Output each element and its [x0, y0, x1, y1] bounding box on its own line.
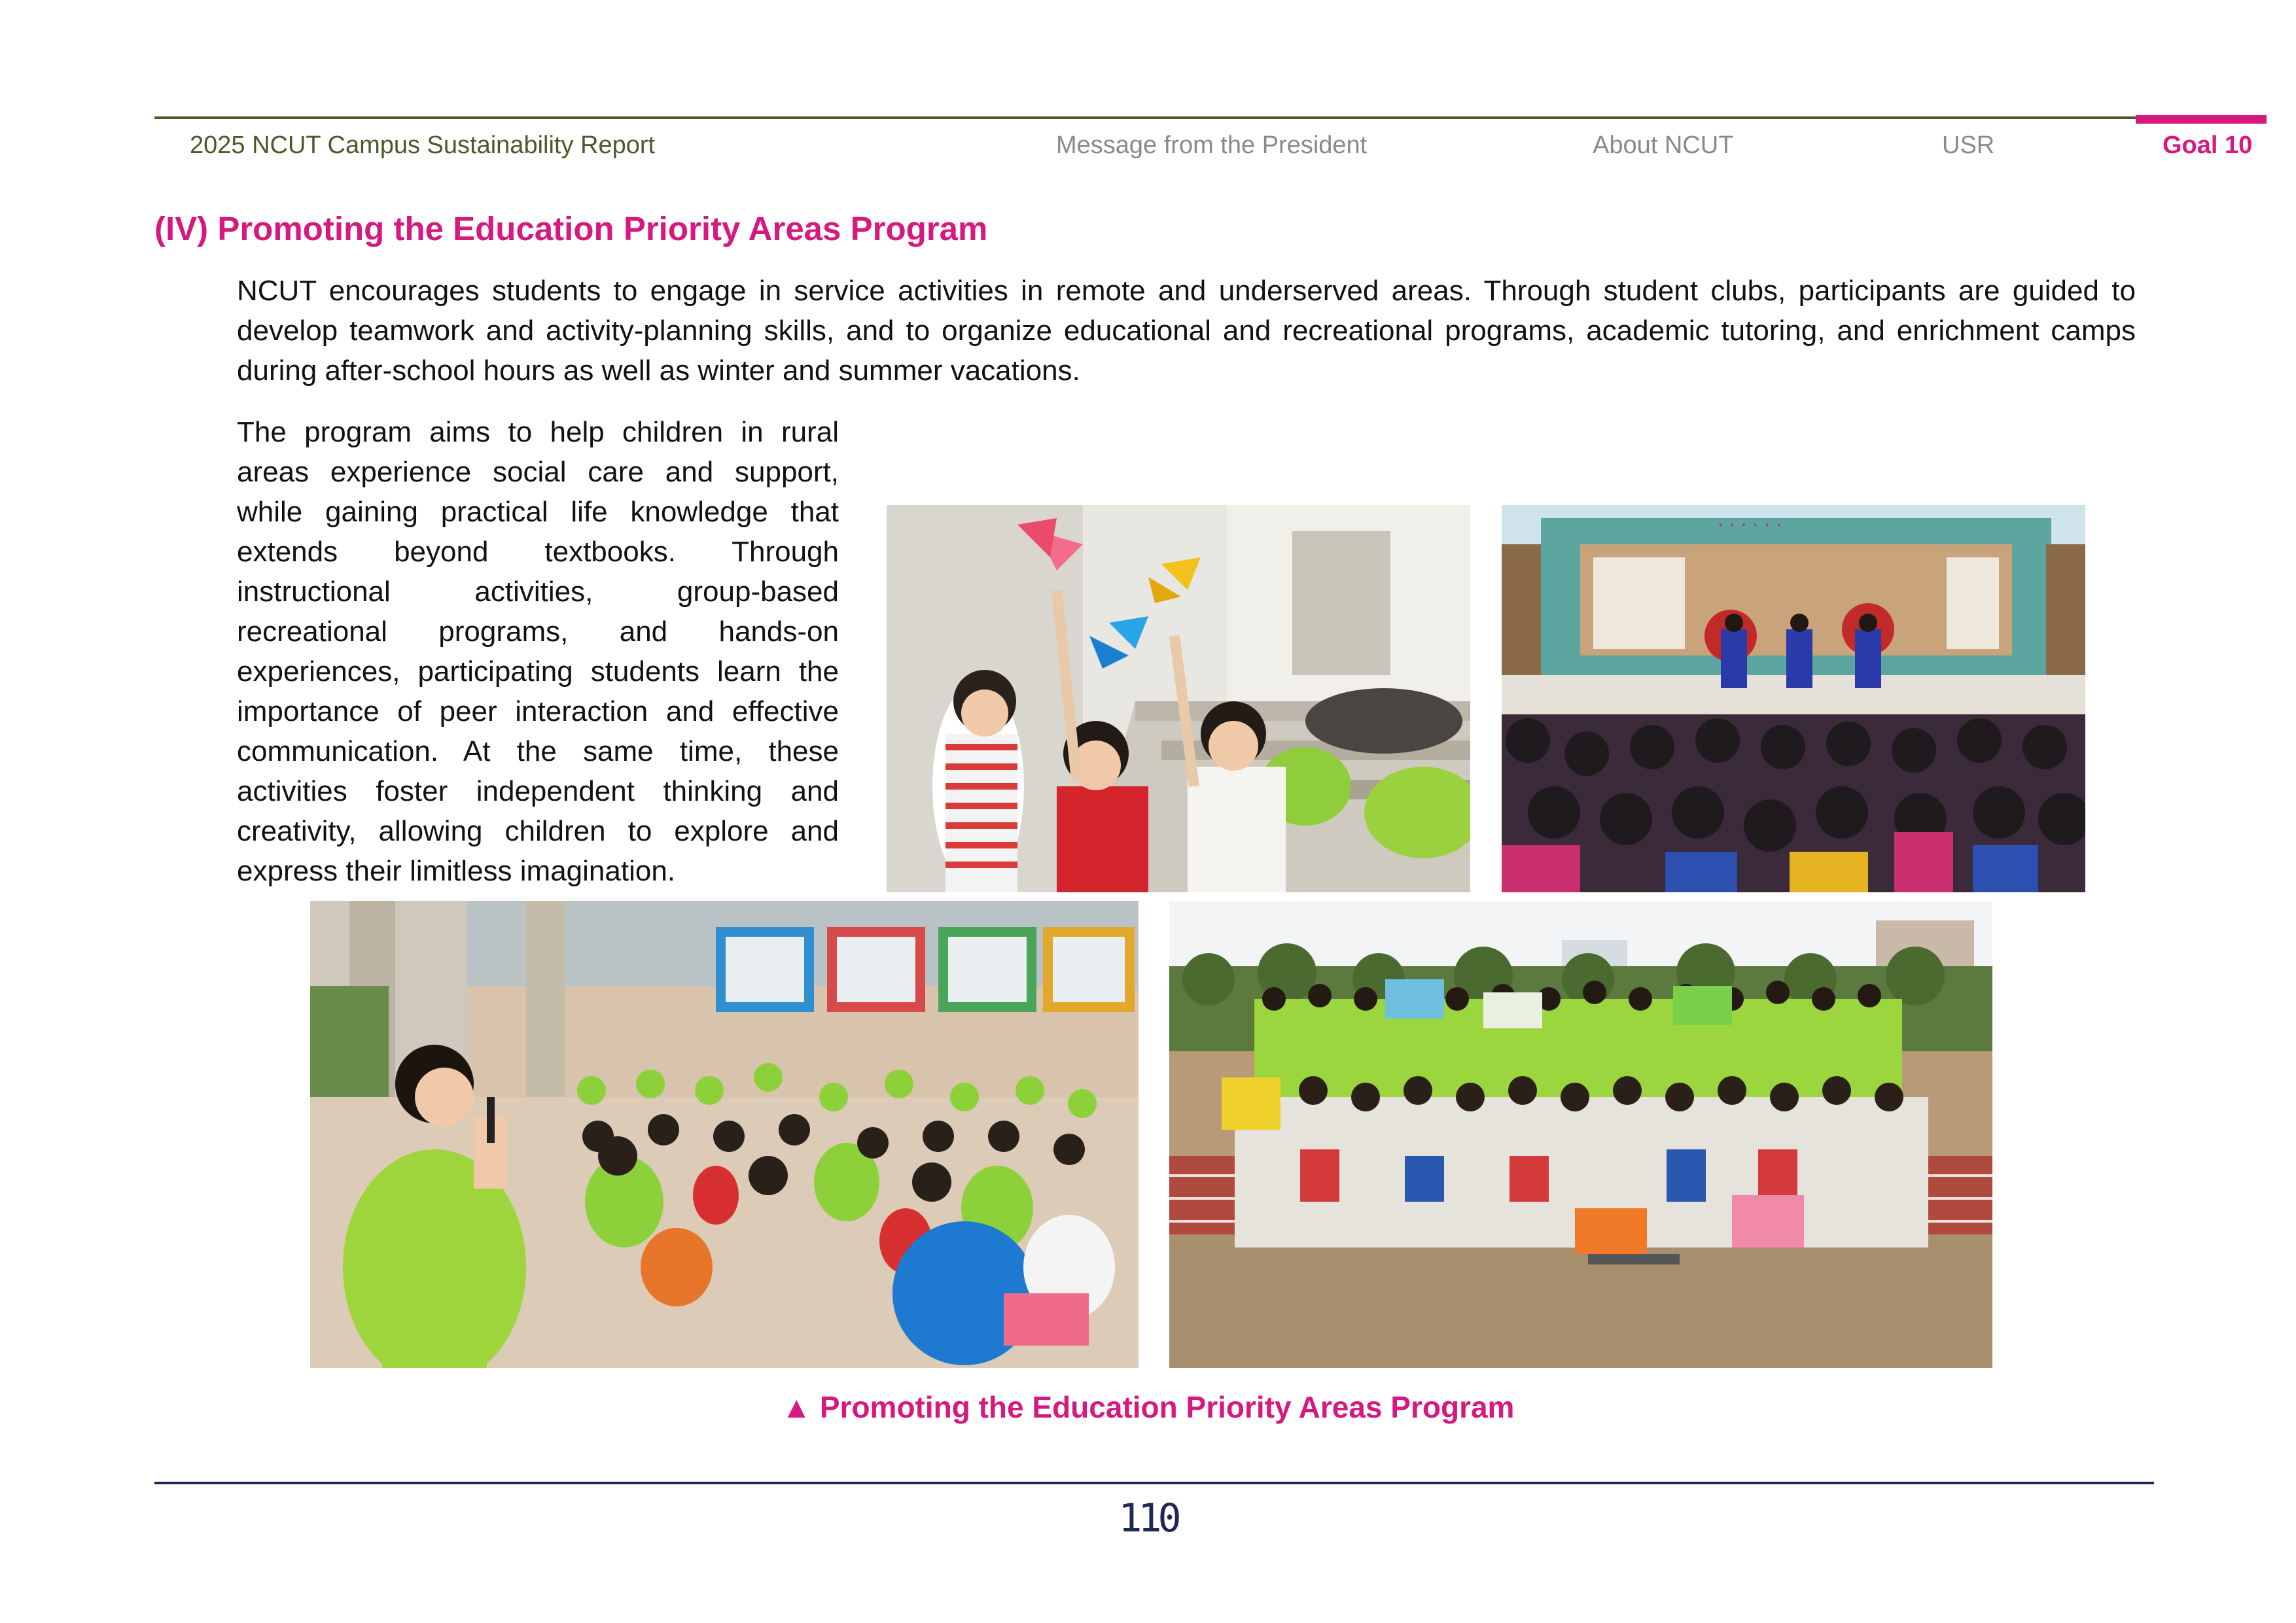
- intro-paragraph: NCUT encourages students to engage in service activities in remote and underserved areas. Through student clubs, participants are guided to develop teamwork and activity-planning skills, and to organize educational and recreational programs, academic tutoring, and enrichment camps during after-school hours as well as winter and summer vacations.: [237, 275, 2136, 387]
- header-active-tab-accent: [2136, 115, 2267, 124]
- photo-children-pinwheels: [887, 505, 1470, 892]
- nav-goal-10[interactable]: Goal 10: [2163, 131, 2253, 159]
- svg-text:· · · · · ·: · · · · · ·: [1718, 514, 1782, 536]
- photo-caption: ▲ Promoting the Education Priority Areas Program: [781, 1390, 1515, 1424]
- photo-indoor-session: [310, 901, 1139, 1368]
- nav-about-ncut[interactable]: About NCUT: [1593, 131, 1734, 159]
- header-rule: [154, 116, 2136, 119]
- photo-courtyard-performance: [1502, 505, 2085, 892]
- program-paragraph: The program aims to help children in rural areas experience social care and support, while gaining practical life knowledge that extends beyond textbooks. Through instructional activities, group-based recreational programs, and hands-on experiences, participating students learn the importance of peer interaction and effective communication. At the same time, these activities foster independent thinking and creativity, allowing children to explore and express their limitless imagination.: [237, 416, 839, 887]
- page-number: 110: [1118, 1495, 1178, 1541]
- report-title: 2025 NCUT Campus Sustainability Report: [190, 131, 656, 159]
- nav-usr[interactable]: USR: [1942, 131, 1995, 159]
- nav-message-from-president[interactable]: Message from the President: [1056, 131, 1368, 159]
- photo-group-track: [1169, 901, 1992, 1368]
- footer-rule: [154, 1482, 2154, 1484]
- section-title: (IV) Promoting the Education Priority Areas Program: [154, 210, 988, 247]
